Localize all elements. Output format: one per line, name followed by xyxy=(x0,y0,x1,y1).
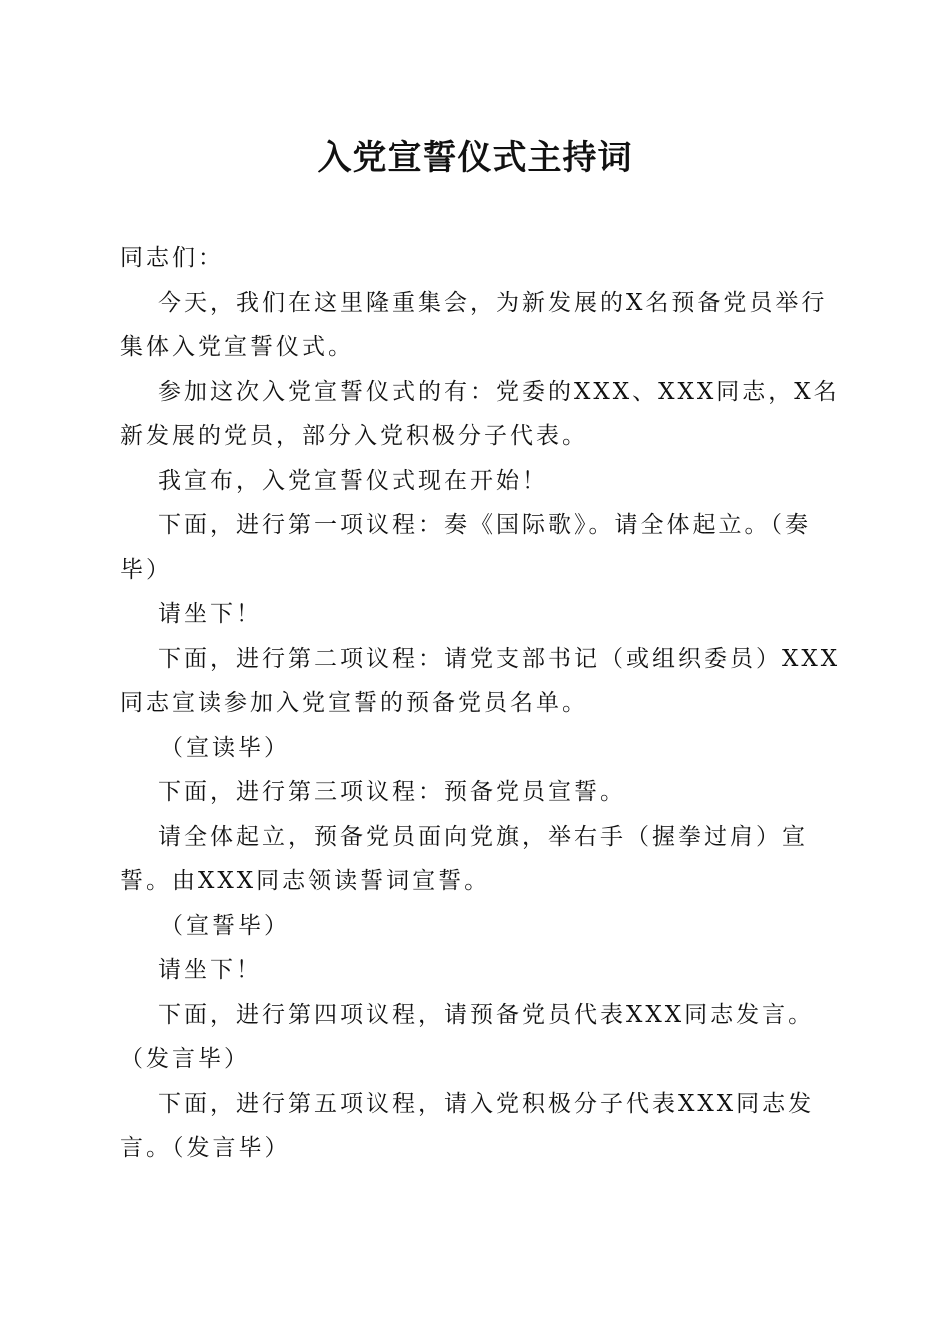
paragraph-attendees: 参加这次入党宣誓仪式的有：党委的XXX、XXX同志，X名新发展的党员，部分入党积极分子代表。 xyxy=(120,378,840,449)
paragraph-sit-down-2: 请坐下！ xyxy=(158,957,262,983)
paragraph-agenda-3: 下面，进行第三项议程：预备党员宣誓。 xyxy=(158,779,626,805)
document-body xyxy=(120,236,850,1171)
paragraph-oath-instructions: 请全体起立，预备党员面向党旗，举右手（握拳过肩）宣誓。由XXX同志领读誓词宣誓。 xyxy=(120,823,808,894)
paragraph-sit-down-1: 请坐下！ xyxy=(158,601,262,627)
paragraph-opening: 今天，我们在这里隆重集会，为新发展的X名预备党员举行集体入党宣誓仪式。 xyxy=(120,289,828,360)
paragraph-agenda-1: 下面，进行第一项议程：奏《国际歌》。请全体起立。（奏毕） xyxy=(120,512,811,583)
paragraph-agenda-2: 下面，进行第二项议程：请党支部书记（或组织委员）XXX同志宣读参加入党宣誓的预备党员名单。 xyxy=(120,645,841,716)
salutation: 同志们： xyxy=(120,245,224,271)
paragraph-reading-done: （宣读毕） xyxy=(160,734,290,761)
paragraph-agenda-4: 下面，进行第四项议程，请预备党员代表XXX同志发言。（发言毕） xyxy=(120,1001,815,1072)
paragraph-agenda-5: 下面，进行第五项议程，请入党积极分子代表XXX同志发言。（发言毕） xyxy=(120,1090,815,1161)
paragraph-oath-done: （宣誓毕） xyxy=(160,912,290,939)
paragraph-announce-start: 我宣布，入党宣誓仪式现在开始！ xyxy=(158,467,548,494)
document-title: 入党宣誓仪式主持词 xyxy=(317,138,633,178)
